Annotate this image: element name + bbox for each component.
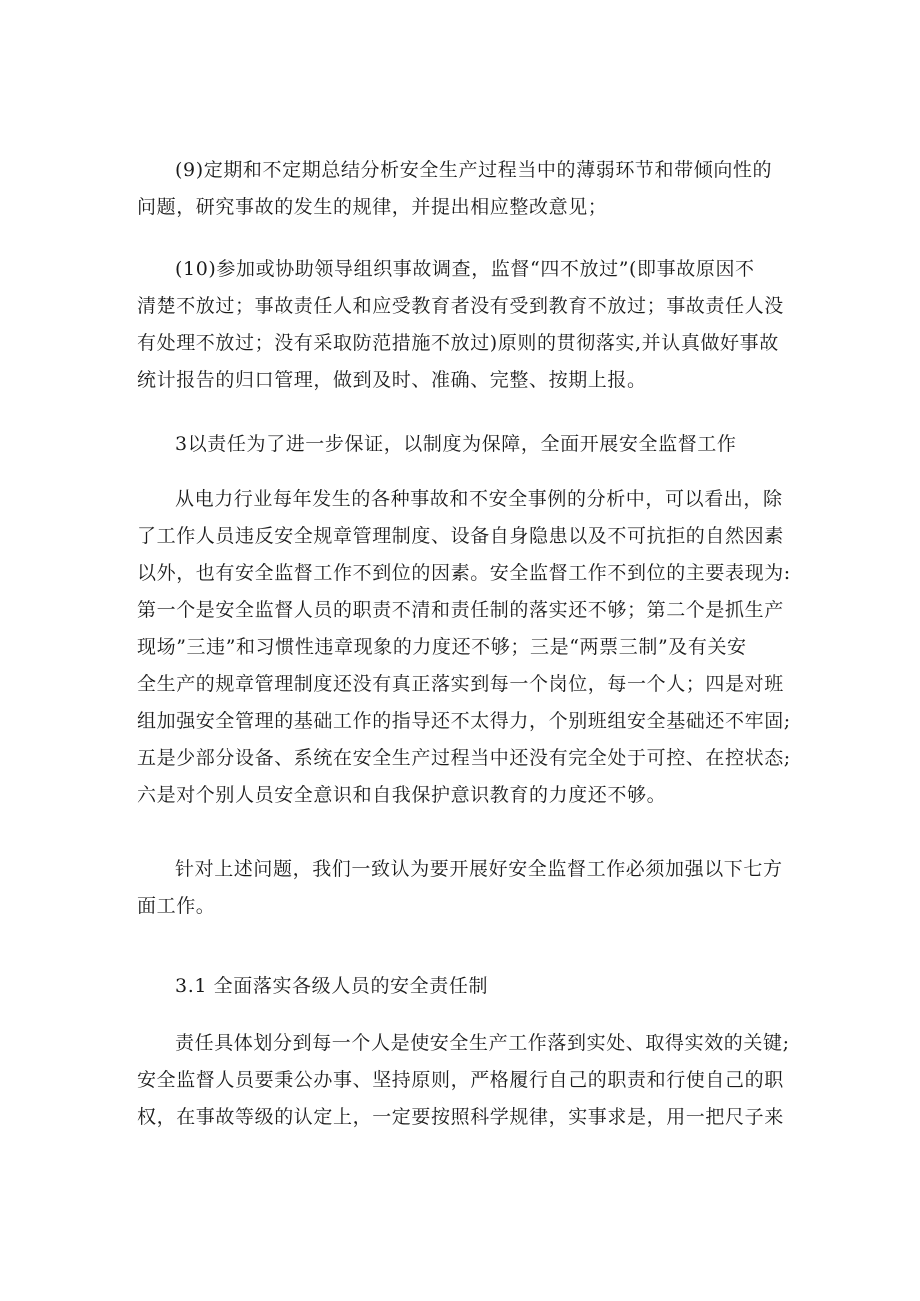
paragraph-item-9 xyxy=(137,152,797,226)
text-line: 了工作人员违反安全规章管理制度、设备自身隐患以及不可抗拒的自然因素 xyxy=(137,525,784,547)
heading-line: 3.1 全面落实各级人员的安全责任制 xyxy=(175,975,489,997)
text-line: 清楚不放过；事故责任人和应受教育者没有受到教育不放过；事故责任人没 xyxy=(137,295,784,317)
text-line: 责任具体划分到每一个人是使安全生产工作落到实处、取得实效的关键; xyxy=(175,1032,790,1054)
text-line: 权，在事故等级的认定上，一定要按照科学规律，实事求是，用一把尺子来 xyxy=(137,1106,784,1128)
heading-line: 3以责任为了进一步保证，以制度为保障，全面开展安全监督工作 xyxy=(175,433,737,455)
text-line: 五是少部分设备、系统在安全生产过程当中还没有完全处于可控、在控状态; xyxy=(137,747,791,769)
text-line: 有处理不放过；没有采取防范措施不放过)原则的贯彻落实,并认真做好事故 xyxy=(137,332,779,354)
paragraph-item-10 xyxy=(137,251,797,399)
text-line: 第一个是安全监督人员的职责不清和责任制的落实还不够；第二个是抓生产 xyxy=(137,599,784,621)
text-line: 面工作。 xyxy=(137,895,216,917)
text-line: 针对上述问题，我们一致认为要开展好安全监督工作必须加强以下七方 xyxy=(175,858,783,880)
text-line: 组加强安全管理的基础工作的指导还不太得力，个别班组安全基础还不牢固; xyxy=(137,710,791,732)
text-line: 安全监督人员要秉公办事、坚持原则，严格履行自己的职责和行使自己的职 xyxy=(137,1069,784,1091)
section-heading-3-1 xyxy=(137,968,797,1005)
text-line: 统计报告的归口管理，做到及时、准确、完整、按期上报。 xyxy=(137,369,647,391)
section-heading-3 xyxy=(137,426,797,463)
paragraph-seven-aspects xyxy=(137,851,797,925)
text-line: 问题，研究事故的发生的规律，并提出相应整改意见； xyxy=(137,196,608,218)
text-line: 现场”三违”和习惯性违章现象的力度还不够；三是“两票三制”及有关安 xyxy=(137,636,747,658)
text-line: (9)定期和不定期总结分析安全生产过程当中的薄弱环节和带倾向性的 xyxy=(175,159,773,181)
text-line: 以外，也有安全监督工作不到位的因素。安全监督工作不到位的主要表现为: xyxy=(137,562,791,584)
text-line: 六是对个别人员安全意识和自我保护意识教育的力度还不够。 xyxy=(137,784,667,806)
text-line: 从电力行业每年发生的各种事故和不安全事例的分析中，可以看出，除 xyxy=(175,488,783,510)
paragraph-analysis xyxy=(137,481,797,814)
text-line: (10)参加或协助领导组织事故调查，监督“四不放过”(即事故原因不 xyxy=(175,258,755,280)
paragraph-responsibility xyxy=(137,1025,797,1136)
text-line: 全生产的规章管理制度还没有真正落实到每一个岗位，每一个人；四是对班 xyxy=(137,673,784,695)
